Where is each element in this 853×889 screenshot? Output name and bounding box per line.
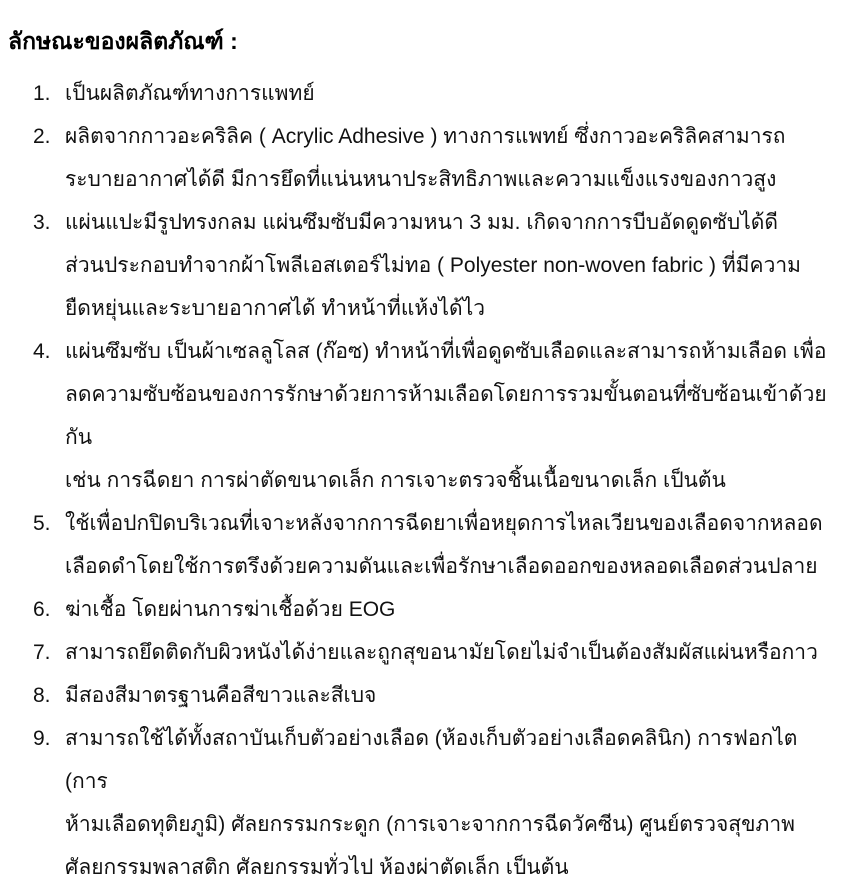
item-number: 8. — [33, 684, 51, 707]
page-title: ลักษณะของผลิตภัณฑ์ : — [8, 28, 238, 54]
item-number: 2. — [33, 125, 51, 148]
list-item — [0, 330, 853, 502]
item-line: มีสองสีมาตรฐานคือสีขาวและสีเบจ — [65, 684, 377, 707]
item-number: 5. — [33, 512, 51, 535]
item-line: เช่น การฉีดยา การผ่าตัดขนาดเล็ก การเจาะตรวจชิ้นเนื้อขนาดเล็ก เป็นต้น — [65, 469, 726, 492]
item-line: ยืดหยุ่นและระบายอากาศได้ ทำหน้าที่แห้งได้ไว — [65, 297, 486, 320]
list-item — [0, 588, 853, 631]
item-number: 4. — [33, 340, 51, 363]
item-number: 3. — [33, 211, 51, 234]
item-text — [65, 631, 853, 674]
item-number: 9. — [33, 727, 51, 750]
item-text — [65, 588, 853, 631]
item-line: สามารถยึดติดกับผิวหนังได้ง่ายและถูกสุขอนามัยโดยไม่จำเป็นต้องสัมผัสแผ่นหรือกาว — [65, 641, 818, 664]
feature-list — [0, 72, 853, 889]
item-line: ฆ่าเชื้อ โดยผ่านการฆ่าเชื้อด้วย EOG — [65, 598, 396, 621]
list-item — [0, 502, 853, 588]
item-text — [65, 717, 853, 889]
item-line: สามารถใช้ได้ทั้งสถาบันเก็บตัวอย่างเลือด (ห้องเก็บตัวอย่างเลือดคลินิก) การฟอกไต (การ — [65, 727, 798, 793]
list-item — [0, 72, 853, 115]
list-item — [0, 201, 853, 330]
item-line: ใช้เพื่อปกปิดบริเวณที่เจาะหลังจากการฉีดยาเพื่อหยุดการไหลเวียนของเลือดจากหลอด — [65, 512, 823, 535]
item-line: ห้ามเลือดทุติยภูมิ) ศัลยกรรมกระดูก (การเจาะจากการฉีดวัคซีน) ศูนย์ตรวจสุขภาพ — [65, 813, 795, 836]
item-number: 6. — [33, 598, 51, 621]
item-line: แผ่นซึมซับ เป็นผ้าเซลลูโลส (ก๊อซ) ทำหน้าที่เพื่อดูดซับเลือดและสามารถห้ามเลือด เพื่อ — [65, 340, 827, 363]
item-line: ระบายอากาศได้ดี มีการยึดที่แน่นหนาประสิทธิภาพและความแข็งแรงของกาวสูง — [65, 168, 777, 191]
item-text — [65, 674, 853, 717]
item-text — [65, 72, 853, 115]
item-line: เป็นผลิตภัณฑ์ทางการแพทย์ — [65, 82, 315, 105]
item-text — [65, 502, 853, 588]
list-item — [0, 674, 853, 717]
item-line: ผลิตจากกาวอะคริลิค ( Acrylic Adhesive ) ทางการแพทย์ ซึ่งกาวอะคริลิคสามารถ — [65, 125, 786, 148]
list-item — [0, 717, 853, 889]
item-number: 1. — [33, 82, 51, 105]
item-line: ส่วนประกอบทำจากผ้าโพลีเอสเตอร์ไม่ทอ ( Polyester non-woven fabric ) ที่มีความ — [65, 254, 801, 277]
item-line: ลดความซับซ้อนของการรักษาด้วยการห้ามเลือดโดยการรวมขั้นตอนที่ซับซ้อนเข้าด้วยกัน — [65, 383, 827, 449]
item-text — [65, 201, 853, 330]
item-line: ศัลยกรรมพลาสติก ศัลยกรรมทั่วไป ห้องผ่าตัดเล็ก เป็นต้น — [65, 856, 569, 879]
item-line: แผ่นแปะมีรูปทรงกลม แผ่นซึมซับมีความหนา 3 มม. เกิดจากการบีบอัดดูดซับได้ดี — [65, 211, 779, 234]
list-item — [0, 631, 853, 674]
item-number: 7. — [33, 641, 51, 664]
item-text — [65, 330, 853, 502]
list-item — [0, 115, 853, 201]
item-text — [65, 115, 853, 201]
item-line: เลือดดำโดยใช้การตรึงด้วยความดันและเพื่อรักษาเลือดออกของหลอดเลือดส่วนปลาย — [65, 555, 818, 578]
